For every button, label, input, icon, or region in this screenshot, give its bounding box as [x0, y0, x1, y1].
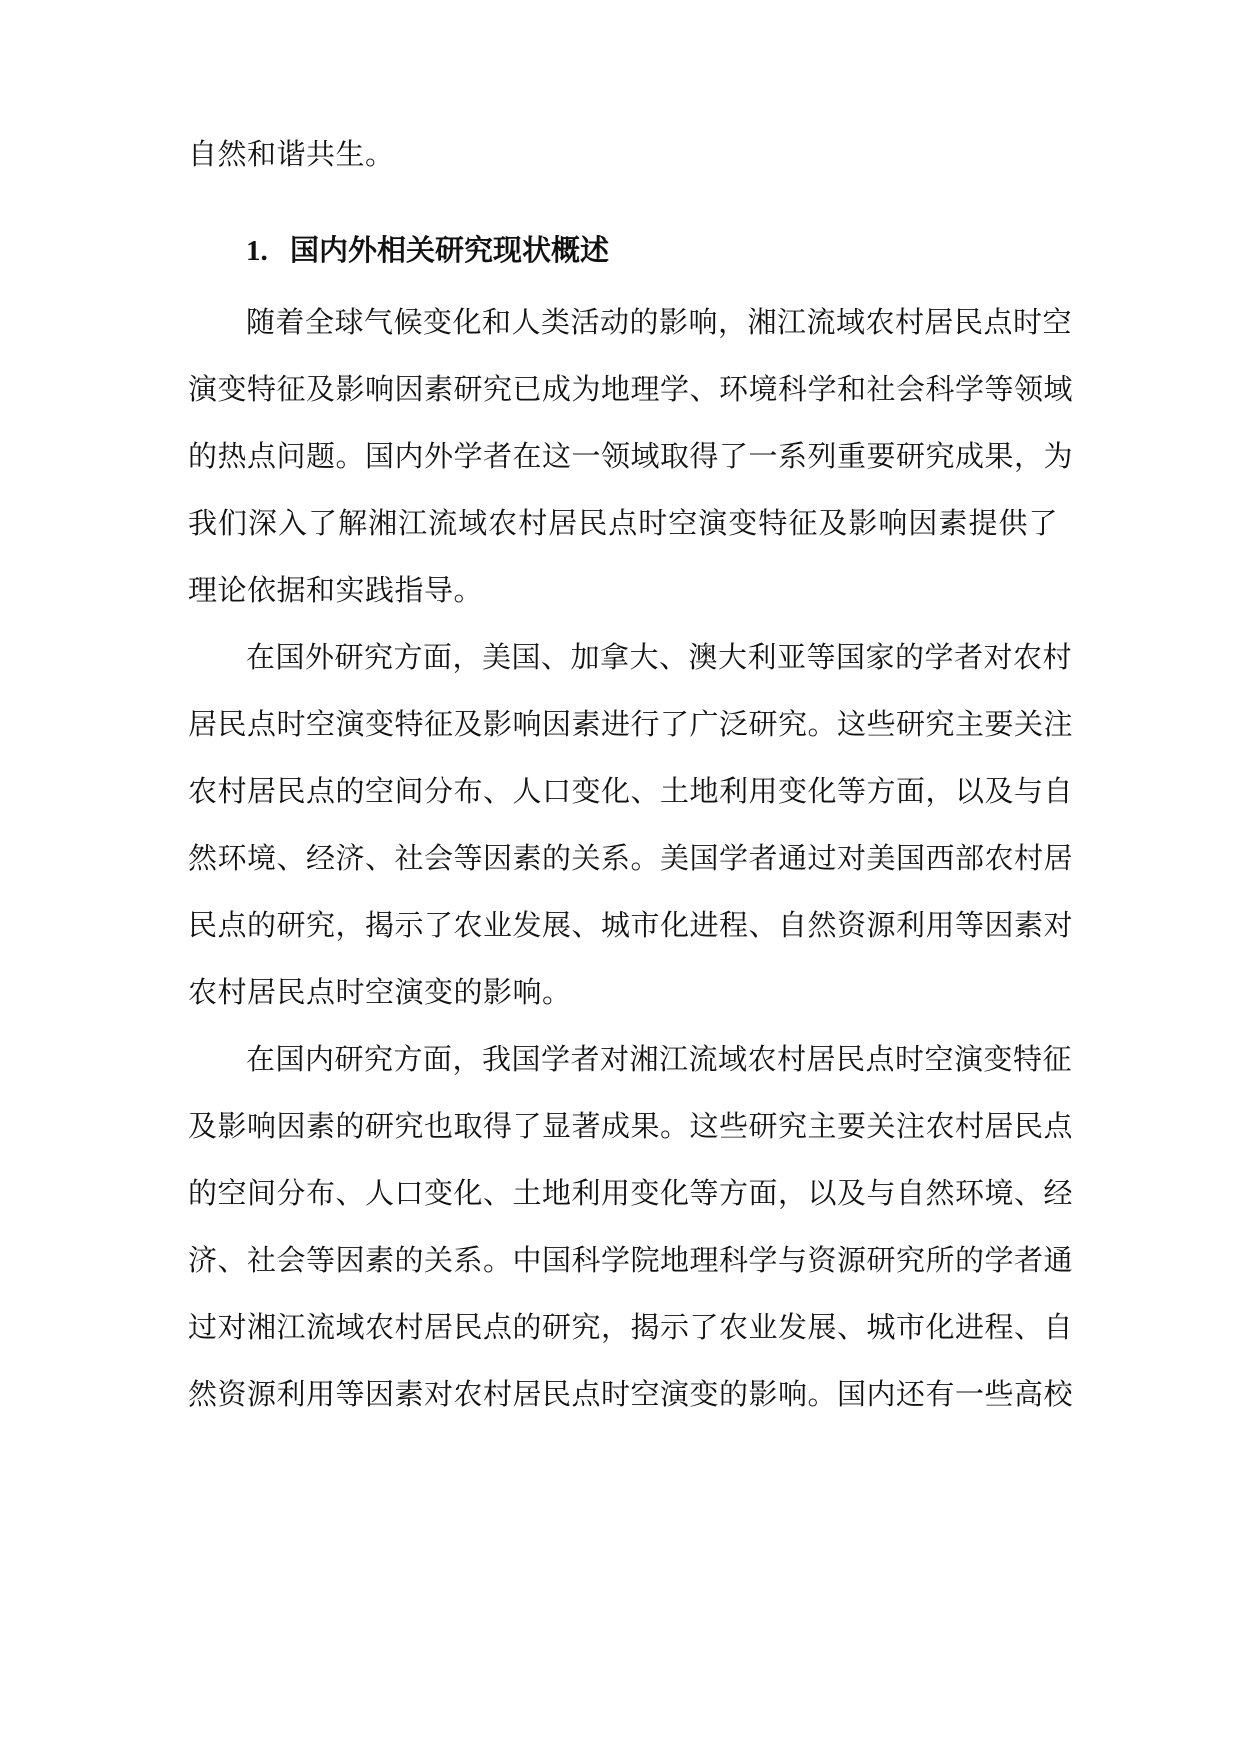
paragraph-line: 演变特征及影响因素研究已成为地理学、环境科学和社会科学等领域 [188, 372, 1074, 406]
paragraph-line: 居民点时空演变特征及影响因素进行了广泛研究。这些研究主要关注 [188, 707, 1074, 741]
paragraph-line: 我们深入了解湘江流域农村居民点时空演变特征及影响因素提供了 [188, 506, 1058, 540]
section-title: 国内外相关研究现状概述 [290, 233, 610, 267]
section-number: 1. [246, 235, 268, 267]
paragraph-line: 的热点问题。国内外学者在这一领域取得了一系列重要研究成果，为 [188, 439, 1074, 473]
paragraph-line: 农村居民点的空间分布、人口变化、土地利用变化等方面，以及与自 [188, 774, 1074, 808]
paragraph-line: 济、社会等因素的关系。中国科学院地理科学与资源研究所的学者通 [188, 1243, 1074, 1277]
paragraph-line: 理论依据和实践指导。 [188, 573, 484, 607]
paragraph-line: 然环境、经济、社会等因素的关系。美国学者通过对美国西部农村居 [188, 841, 1074, 875]
carry-over-line: 自然和谐共生。 [188, 137, 395, 171]
section-heading [246, 230, 609, 270]
paragraph-line: 及影响因素的研究也取得了显著成果。这些研究主要关注农村居民点 [188, 1109, 1074, 1143]
paragraph-line: 过对湘江流域农村居民点的研究，揭示了农业发展、城市化进程、自 [188, 1310, 1074, 1344]
paragraph-line: 农村居民点时空演变的影响。 [188, 975, 572, 1009]
paragraph-line: 然资源利用等因素对农村居民点时空演变的影响。国内还有一些高校 [188, 1377, 1074, 1411]
paragraph-line: 随着全球气候变化和人类活动的影响，湘江流域农村居民点时空 [246, 305, 1073, 339]
paragraph-line: 在国内研究方面，我国学者对湘江流域农村居民点时空演变特征 [246, 1042, 1073, 1076]
paragraph-line: 在国外研究方面，美国、加拿大、澳大利亚等国家的学者对农村 [246, 640, 1073, 674]
paragraph-line: 民点的研究，揭示了农业发展、城市化进程、自然资源利用等因素对 [188, 908, 1074, 942]
paragraph-line: 的空间分布、人口变化、土地利用变化等方面，以及与自然环境、经 [188, 1176, 1074, 1210]
